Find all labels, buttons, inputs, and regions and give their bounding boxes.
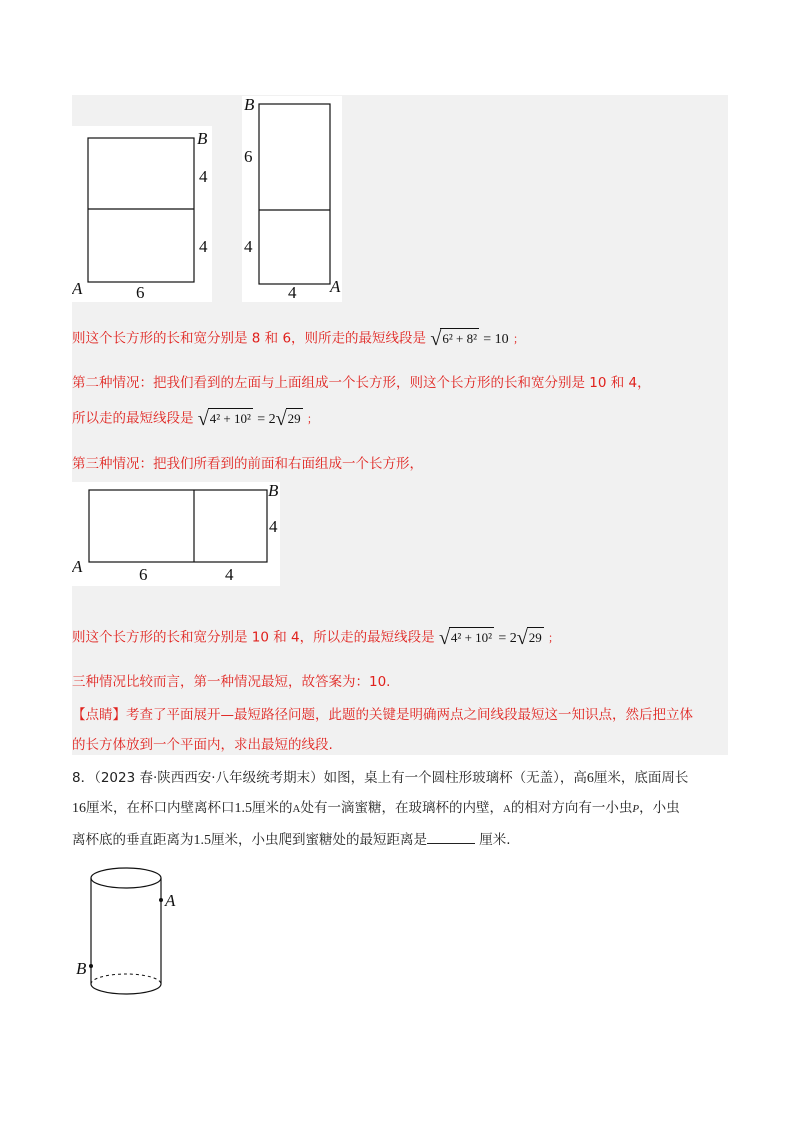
label-a: A xyxy=(330,277,341,296)
sqrt-expression: √6² + 8² xyxy=(430,327,477,350)
question-line-2: 16厘米，在杯口内壁离杯口1.5厘米的A处有一滴蜜糖，在玻璃杯的内壁，A的相对方向有一小虫P，小虫 xyxy=(72,800,680,816)
sqrt-expression: √29 xyxy=(516,626,542,649)
length-label: 6 xyxy=(244,147,253,166)
cylinder-figure xyxy=(72,862,192,1002)
label-b: B xyxy=(197,129,208,148)
sqrt-expression: √29 xyxy=(275,407,301,430)
unfold-figure-1 xyxy=(72,126,212,302)
question-line-3: 离杯底的垂直距离为1.5厘米，小虫爬到蜜糖处的最短距离是 厘米. xyxy=(72,832,511,848)
question-line-1: 8．（2023 春·陕西西安·八年级统考期末）如图，桌上有一个圆柱形玻璃杯（无盖），高6厘米，底面周长 xyxy=(72,770,689,786)
length-label: 6 xyxy=(136,283,145,302)
length-label: 4 xyxy=(199,167,208,186)
comment-line-1: 【点睛】考查了平面展开—最短路径问题，此题的关键是明确两点之间线段最短这一知识点，然后把立体 xyxy=(72,707,693,723)
sqrt-expression: √4² + 10² xyxy=(438,626,493,649)
length-label: 6 xyxy=(139,565,148,584)
solution-line-4: 第三种情况：把我们所看到的前面和右面组成一个长方形， xyxy=(72,456,423,472)
label-a: A xyxy=(72,279,83,298)
label-b: B xyxy=(76,959,87,978)
unfold-figure-2 xyxy=(242,96,342,302)
solution-line-3: 所以走的最短线段是 √4² + 10² = 2√29 ； xyxy=(72,407,318,430)
comment-line-2: 的长方体放到一个平面内，求出最短的线段. xyxy=(72,737,333,753)
solution-line-2: 第二种情况：把我们看到的左面与上面组成一个长方形，则这个长方形的长和宽分别是 10 和 4， xyxy=(72,375,651,391)
solution-line-5: 则这个长方形的长和宽分别是 10 和 4，所以走的最短线段是 √4² + 10² = 2√29 ； xyxy=(72,626,560,649)
label-a: A xyxy=(72,557,83,576)
label-a: A xyxy=(165,891,176,910)
label-b: B xyxy=(268,482,279,500)
solution-line-1: 则这个长方形的长和宽分别是 8 和 6，则所走的最短线段是 √6² + 8² = 10 ； xyxy=(72,327,524,350)
sqrt-expression: √4² + 10² xyxy=(197,407,251,430)
unfold-figure-3 xyxy=(72,482,280,586)
answer-blank[interactable] xyxy=(427,831,475,844)
solution-line-6: 三种情况比较而言，第一种情况最短，故答案为：10. xyxy=(72,674,391,690)
label-b: B xyxy=(244,96,255,114)
length-label: 4 xyxy=(269,517,278,536)
length-label: 4 xyxy=(225,565,234,584)
length-label: 4 xyxy=(199,237,208,256)
length-label: 4 xyxy=(244,237,253,256)
length-label: 4 xyxy=(288,283,297,302)
